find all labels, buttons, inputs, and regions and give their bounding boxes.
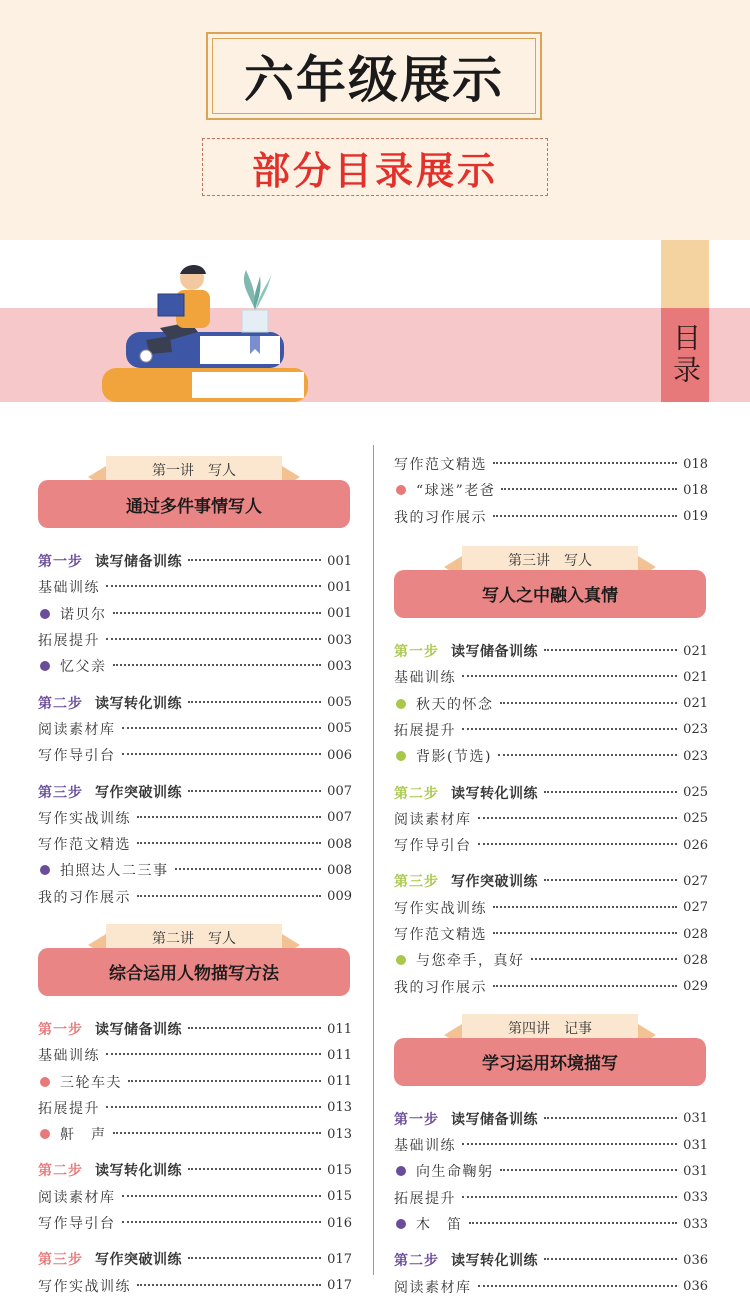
page-number: 007: [327, 784, 352, 800]
dot-leader: [469, 1222, 678, 1224]
entry-title: 写作实战训练: [38, 1278, 131, 1295]
toc-article-row[interactable]: [38, 653, 352, 679]
step-number: 第三步: [38, 784, 83, 801]
entry-title: 背影(节选): [416, 749, 492, 766]
dot-leader: [113, 664, 322, 666]
toc-article-row[interactable]: [38, 601, 352, 627]
toc-step-row[interactable]: [394, 638, 708, 664]
entry-title: 写作导引台: [38, 1216, 116, 1233]
step-number: 第一步: [38, 554, 83, 571]
toc-step-row[interactable]: [394, 1106, 708, 1132]
page-number: 006: [327, 747, 352, 763]
toc-label-box: [661, 308, 709, 402]
dot-leader: [462, 1196, 677, 1198]
dot-leader: [478, 1285, 678, 1287]
page-number: 027: [683, 900, 708, 916]
page-number: 013: [327, 1100, 352, 1116]
step-title: 写作突破训练: [451, 874, 538, 891]
lecture-header: [38, 924, 350, 996]
step-number: 第二步: [38, 1163, 83, 1180]
lecture-number: 第四讲 记事: [508, 1020, 592, 1037]
toc-row[interactable]: [38, 805, 352, 831]
bullet-dot-icon: [396, 699, 406, 709]
toc-article-row[interactable]: [394, 743, 708, 769]
dot-leader: [531, 958, 678, 960]
toc-article-row[interactable]: [38, 857, 352, 883]
bullet-dot-icon: [396, 751, 406, 761]
step-title: 写作突破训练: [95, 784, 182, 801]
page-number: 016: [327, 1215, 352, 1231]
step-title: 读写转化训练: [451, 1253, 538, 1270]
step-title: 读写储备训练: [451, 1111, 538, 1128]
page-title: 六年级展示: [244, 51, 504, 109]
step-title: 读写转化训练: [95, 1163, 182, 1180]
entry-title: 拓展提升: [38, 1100, 100, 1117]
toc-article-row[interactable]: [394, 690, 708, 716]
page-number: 029: [683, 979, 708, 995]
dot-leader: [122, 1221, 322, 1223]
toc-step-row[interactable]: [394, 868, 708, 894]
toc-row[interactable]: [394, 664, 708, 690]
page-number: 018: [683, 456, 708, 472]
dot-leader: [501, 488, 677, 490]
page-number: 013: [327, 1126, 352, 1142]
bullet-dot-icon: [40, 609, 50, 619]
entry-title: 我的习作展示: [394, 509, 487, 526]
page-number: 005: [327, 695, 352, 711]
lecture-title: 综合运用人物描写方法: [109, 964, 279, 985]
dot-leader: [128, 1080, 321, 1082]
dot-leader: [493, 515, 677, 517]
bullet-dot-icon: [40, 1129, 50, 1139]
toc-step-row[interactable]: [38, 1016, 352, 1042]
reading-boy-illustration-icon: [100, 262, 320, 407]
page-number: 003: [327, 632, 352, 648]
entry-title: 写作范文精选: [394, 927, 487, 943]
toc-row[interactable]: [38, 1095, 352, 1121]
entry-title: 阅读素材库: [38, 1189, 116, 1206]
page-number: 017: [327, 1251, 352, 1267]
dot-leader: [500, 1169, 678, 1171]
page-number: 025: [683, 785, 708, 801]
toc-row[interactable]: [394, 1185, 708, 1211]
toc-row[interactable]: [394, 806, 708, 832]
toc-row[interactable]: [38, 884, 352, 910]
dot-leader: [188, 1257, 321, 1259]
page-number: 001: [327, 606, 352, 622]
page-number: 001: [327, 553, 352, 569]
page-number: 021: [683, 643, 708, 659]
toc-row[interactable]: [394, 717, 708, 743]
entry-title: 忆父亲: [60, 659, 107, 676]
page-number: 026: [683, 837, 708, 853]
lecture-header: [394, 546, 706, 618]
step-number: 第三步: [394, 874, 439, 891]
dot-leader: [493, 906, 677, 908]
dot-leader: [493, 462, 677, 464]
entry-title: 写作实战训练: [394, 900, 487, 917]
toc-article-row[interactable]: [394, 1211, 708, 1237]
toc-step-row[interactable]: [38, 1157, 352, 1183]
page-number: 017: [327, 1278, 352, 1294]
dot-leader: [122, 1195, 322, 1197]
toc-row[interactable]: [394, 921, 708, 947]
toc-article-row[interactable]: [394, 947, 708, 973]
dot-leader: [544, 791, 677, 793]
entry-title: 基础训练: [38, 1048, 100, 1065]
banner-tab-top: [661, 240, 709, 308]
toc-article-row[interactable]: [394, 1158, 708, 1184]
toc-row[interactable]: [394, 973, 708, 999]
page-number: 031: [683, 1163, 708, 1179]
toc-article-row[interactable]: [394, 477, 708, 503]
toc-article-row[interactable]: [38, 1068, 352, 1094]
entry-title: 诺贝尔: [60, 606, 107, 623]
toc-row[interactable]: [38, 716, 352, 742]
toc-step-row[interactable]: [38, 778, 352, 804]
bullet-dot-icon: [396, 1219, 406, 1229]
entry-title: 写作范文精选: [38, 837, 131, 854]
toc-row[interactable]: [38, 742, 352, 768]
entry-title: 写作导引台: [38, 748, 116, 765]
dot-leader: [188, 701, 321, 703]
step-number: 第一步: [394, 644, 439, 661]
page-number: 021: [683, 696, 708, 712]
entry-title: 三轮车夫: [60, 1074, 122, 1091]
page-number: 005: [327, 721, 352, 737]
page-number: 015: [327, 1162, 352, 1178]
page-number: 011: [327, 1021, 352, 1037]
dot-leader: [500, 702, 678, 704]
lecture-title: 学习运用环境描写: [482, 1054, 618, 1075]
page-number: 011: [327, 1047, 352, 1063]
toc-row[interactable]: [394, 832, 708, 858]
page-number: 023: [683, 722, 708, 738]
toc-row[interactable]: [38, 574, 352, 600]
dot-leader: [188, 559, 321, 561]
dot-leader: [137, 816, 321, 818]
lecture-title-bar: [394, 570, 706, 618]
dot-leader: [113, 1132, 322, 1134]
step-title: 写作突破训练: [95, 1252, 182, 1269]
page-number: 027: [683, 873, 708, 889]
header-band: [0, 0, 750, 240]
entry-title: 写作实战训练: [38, 810, 131, 827]
toc-right-column: [394, 451, 708, 1310]
lecture-header: [394, 1014, 706, 1086]
page-number: 015: [327, 1189, 352, 1205]
step-number: 第三步: [38, 1252, 83, 1269]
step-title: 读写转化训练: [95, 695, 182, 712]
lecture-title: 通过多件事情写人: [126, 496, 262, 517]
dot-leader: [137, 842, 321, 844]
dot-leader: [544, 649, 677, 651]
toc-row[interactable]: [394, 1274, 708, 1300]
step-number: 第一步: [394, 1111, 439, 1128]
entry-title: 我的习作展示: [394, 979, 487, 996]
dot-leader: [175, 868, 322, 870]
entry-title: 拓展提升: [394, 722, 456, 739]
page-number: 011: [327, 1074, 352, 1090]
dot-leader: [188, 790, 321, 792]
page-number: 028: [683, 926, 708, 942]
title-frame: [206, 32, 542, 120]
dot-leader: [188, 1027, 321, 1029]
page-number: 018: [683, 482, 708, 498]
dot-leader: [544, 1117, 677, 1119]
dot-leader: [462, 1143, 677, 1145]
toc-row[interactable]: [38, 1184, 352, 1210]
page-number: 025: [683, 811, 708, 827]
toc-step-row[interactable]: [394, 1247, 708, 1273]
lecture-number: 第一讲 写人: [152, 463, 236, 479]
entry-title: 木 笛: [416, 1217, 463, 1234]
page-number: 003: [327, 658, 352, 674]
dot-leader: [462, 728, 677, 730]
dot-leader: [106, 1106, 321, 1108]
toc-row[interactable]: [38, 1273, 352, 1299]
page-number: 028: [683, 952, 708, 968]
entry-title: “球迷”老爸: [416, 483, 496, 500]
dot-leader: [106, 638, 321, 640]
step-number: 第二步: [394, 785, 439, 802]
entry-title: 拓展提升: [38, 633, 100, 650]
step-title: 读写转化训练: [451, 785, 538, 802]
entry-title: 基础训练: [38, 580, 100, 597]
entry-title: 写作导引台: [394, 838, 472, 855]
entry-title: 基础训练: [394, 670, 456, 687]
dot-leader: [478, 817, 678, 819]
page-number: 031: [683, 1137, 708, 1153]
step-title: 读写储备训练: [95, 1022, 182, 1038]
lecture-title-bar: [38, 480, 350, 528]
dot-leader: [493, 985, 677, 987]
page-number: 036: [683, 1279, 708, 1295]
entry-title: 阅读素材库: [394, 811, 472, 828]
bullet-dot-icon: [396, 485, 406, 495]
page-number: 036: [683, 1252, 708, 1268]
dot-leader: [137, 895, 321, 897]
toc-row[interactable]: [38, 1210, 352, 1236]
toc-row[interactable]: [394, 1132, 708, 1158]
step-number: 第二步: [38, 695, 83, 712]
lecture-title-bar: [394, 1038, 706, 1086]
page-number: 008: [327, 836, 352, 852]
toc-article-row[interactable]: [38, 1121, 352, 1147]
toc-step-row[interactable]: [38, 689, 352, 715]
entry-title: 阅读素材库: [38, 721, 116, 738]
bullet-dot-icon: [40, 661, 50, 671]
step-title: 读写储备训练: [451, 644, 538, 661]
lecture-number: 第二讲 写人: [152, 930, 236, 947]
toc-row[interactable]: [38, 831, 352, 857]
dot-leader: [544, 879, 677, 881]
lecture-title-bar: [38, 948, 350, 996]
step-number: 第二步: [394, 1253, 439, 1270]
entry-title: 向生命鞠躬: [416, 1164, 494, 1181]
toc-left-column: [38, 456, 352, 1309]
toc-step-row[interactable]: [394, 779, 708, 805]
toc-label: 目录: [669, 323, 702, 387]
bullet-dot-icon: [40, 1077, 50, 1087]
dot-leader: [478, 843, 678, 845]
lecture-number: 第三讲 写人: [508, 552, 592, 569]
bullet-dot-icon: [396, 955, 406, 965]
page-number: 033: [683, 1216, 708, 1232]
entry-title: 基础训练: [394, 1138, 456, 1155]
step-title: 读写储备训练: [95, 554, 182, 571]
entry-title: 拓展提升: [394, 1190, 456, 1207]
page-number: 008: [327, 862, 352, 878]
dot-leader: [106, 585, 321, 587]
entry-title: 我的习作展示: [38, 889, 131, 906]
page-number: 031: [683, 1111, 708, 1127]
entry-title: 秋天的怀念: [416, 696, 494, 713]
dot-leader: [498, 754, 677, 756]
lecture-title: 写人之中融入真情: [482, 586, 618, 607]
bullet-dot-icon: [40, 865, 50, 875]
dot-leader: [106, 1053, 321, 1055]
page-number: 009: [327, 889, 352, 905]
entry-title: 与您牵手，真好: [416, 953, 525, 970]
dot-leader: [113, 612, 322, 614]
page-number: 001: [327, 579, 352, 595]
dot-leader: [137, 1284, 321, 1286]
page-number: 023: [683, 748, 708, 764]
step-number: 第一步: [38, 1022, 83, 1038]
page-number: 021: [683, 669, 708, 685]
entry-title: 阅读素材库: [394, 1279, 472, 1296]
page-number: 033: [683, 1190, 708, 1206]
toc-row[interactable]: [394, 504, 708, 530]
entry-title: 拍照达人二三事: [60, 863, 169, 880]
toc-row[interactable]: [394, 895, 708, 921]
toc-row[interactable]: [394, 451, 708, 477]
dot-leader: [462, 675, 677, 677]
toc-row[interactable]: [38, 627, 352, 653]
entry-title: 写作范文精选: [394, 457, 487, 474]
entry-title: 鼾 声: [60, 1127, 107, 1144]
column-divider: [373, 445, 374, 1275]
page-number: 019: [683, 509, 708, 525]
toc-step-row[interactable]: [38, 1246, 352, 1272]
page-number: 007: [327, 810, 352, 826]
dot-leader: [122, 727, 322, 729]
dot-leader: [188, 1168, 321, 1170]
page-subtitle: 部分目录展示: [251, 148, 498, 193]
dot-leader: [544, 1258, 677, 1260]
toc-row[interactable]: [38, 1042, 352, 1068]
toc-step-row[interactable]: [38, 548, 352, 574]
dot-leader: [122, 753, 322, 755]
subtitle-frame: [202, 138, 548, 196]
dot-leader: [493, 932, 677, 934]
bullet-dot-icon: [396, 1166, 406, 1176]
lecture-header: [38, 456, 350, 528]
